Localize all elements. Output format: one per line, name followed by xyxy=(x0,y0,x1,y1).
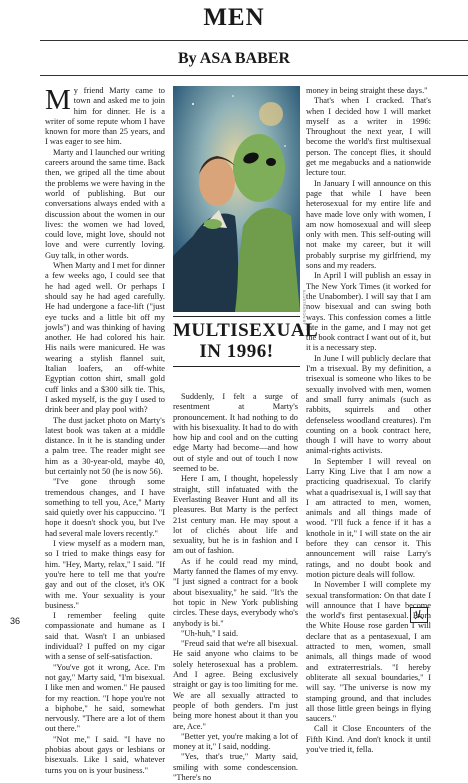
paragraph: In January I will announce on this page that while I have been heterosexual for my entire life and have made love only with women, I am now homosexual and will sleep only with men. This self-outing will not make my career, but it will probably surprise my girlfriend, my sons and my readers. xyxy=(306,178,431,271)
paragraph: "Yes, that's true," Marty said, smiling with some condescension. "There's no xyxy=(173,752,298,782)
alien-kiss-illustration xyxy=(173,86,300,312)
paragraph: As if he could read my mind, Marty fanned the flames of my envy. "I just signed a contract for a book about bisexuality," he said. "It's the hot topic in New York publishing circles. These days, everybody who's anybody is bi." xyxy=(173,556,298,628)
article-headline xyxy=(173,320,319,362)
paragraph: "Better yet, you're making a lot of money at it," I said, nodding. xyxy=(173,731,298,752)
section-title: MEN xyxy=(203,4,265,31)
headline-bottom-rule xyxy=(173,366,300,367)
paragraph: "Not me," I said. "I have no phobias about gays or lesbians or bisexuals. Like I said, whatever turns you on is your business." xyxy=(45,734,165,775)
paragraph: The dust jacket photo on Marty's latest book was taken at a middle distance. In it he is standing under a palm tree. The reader might see him as a 30-year-old, maybe 40, but certainly not 50 (he is now 56). xyxy=(45,415,165,476)
paragraph: Suddenly, I felt a surge of resentment at Marty's pronouncement. It had nothing to do with his bisexuality. It had to do with how hip and cool and on the cutting edge Marty had become—and how out of style and out of touch I now seemed to be. xyxy=(173,392,298,474)
illustration-art xyxy=(173,86,300,312)
paragraph: Call it Close Encounters of the Fifth Kind. And don't knock it until you've tried it, fella. xyxy=(306,724,431,754)
paragraph: When Marty and I met for dinner a few weeks ago, I could see that he had aged well. Or perhaps I should say he had aged carefully. He had undergone a face-lift ("just eye tucks and a little bit off my jowls") and was thinking of having another. He had colored his hair. His nails were manicured. He was wearing a stylish flannel suit, Italian loafers, an off-white Egyptian cotton shirt, small gold cuff links and a $300 silk tie. This, I asked myself, is the guy I used to drink beer and play pool with? xyxy=(45,261,165,415)
drop-cap: M xyxy=(45,84,71,116)
article-column-2 xyxy=(173,392,298,783)
paragraph: In November I will complete my sexual transformation: On that date I will announce that I have become the world's first pentasexual. From the White House rose garden I will declare that as a pentasexual, I am attracted to men, women, small animals, all things made of wood and extraterrestrials. "I hereby obliterate all sexual boundaries," I will say. "The universe is now my stamping ground, and that includes all those little green beings in flying saucers." xyxy=(306,580,431,724)
paragraph: I remember feeling quite compassionate and humane as I said that. Wasn't I an unbiased individual? I puffed on my cigar with a sense of self-satisfaction. xyxy=(45,611,165,662)
byline-rule xyxy=(40,75,468,76)
paragraph: Marty and I launched our writing careers around the same time. Back then, we griped all the time about the problems we were having in the world of publishing. But our conversations always ended with a discussion about the women in our lives: the women we had loved, could love, might love, should not love and were currently loving. Guy talk, in other words. xyxy=(45,147,165,260)
illustration-credit: ILLUSTRATION BY xyxy=(302,290,307,325)
paragraph: That's when I cracked. That's when I decided how I will market myself as a writer in 1996: Throughout the next year, I will become the world's first multisexual person. The concept flies, it should get me megabucks and a nationwide lecture tour. xyxy=(306,96,431,178)
page-number: 36 xyxy=(10,616,21,626)
paragraph: In April I will publish an essay in The New York Times (it worked for the Unabomber). I will say that I am now bisexual and can swing both ways. This confession comes a little late in the game, and I may not get the book contract I want out of it, but it is a necessary step. xyxy=(306,271,431,353)
paragraph: "You've got it wrong, Ace. I'm not gay," Marty said, "I'm bisexual. I like men and women." He paused for my reaction. "I hope you're not a biphobe," he said, somewhat nervously. "There are a lot of them out there." xyxy=(45,662,165,734)
paragraph: money in being straight these days." xyxy=(306,86,428,95)
paragraph: My friend Marty came to town and asked me to join him for dinner. He is a writer of some repute whom I have known for more than 25 years, and I was eager to see him. xyxy=(45,84,165,147)
paragraph: I view myself as a modern man, so I tried to make things easy for him. "Hey, Marty, relax," I said. "If you're here to tell me that you're gay and out of the closet, it's OK with me. Your sexuality is your business." xyxy=(45,539,165,610)
header-rule xyxy=(40,40,468,41)
article-column-1 xyxy=(45,86,165,776)
paragraph: Here I am, I thought, hopelessly straight, still infatuated with the Everlasting Beaver Hunt and all its pleasures. But Marty is the perfect 21st century man. He may spout a lot of clichés about life and sexuality, but he is in fashion and I am out of fashion. xyxy=(173,474,298,556)
headline-line-2: IN 1996! xyxy=(199,341,274,362)
paragraph: "Freud said that we're all bisexual. He said anyone who claims to be solely heterosexual has a problem. And I agree. Being exclusively straight or gay is too limiting for me. We are all sexually attracted to people of both genders. I'm just being more honest about it than you are, Ace." xyxy=(173,639,298,731)
paragraph: In September I will reveal on Larry King Live that I am now a practicing quadrisexual. To clarify what a quadrisexual is, I will say that I am attracted to men, women, animals and all things made of wood. "I'll fuck a fence if it has a knothole in it," I will state on the air before they can censor it. This announcement will raise Larry's ratings, and no doubt book and motion picture deals will follow. xyxy=(306,456,431,579)
byline: By ASA BABER xyxy=(177,50,291,67)
paragraph: In June I will publicly declare that I'm a trisexual. By my definition, a trisexual is someone who likes to be sexually involved with men, women and small furry animals (such as rabbits, squirrels and other defenseless woodland creatures). I'm counting on a book contract here, though I will have to worry about animal-rights activists. xyxy=(306,353,431,456)
end-mark-icon xyxy=(410,607,428,623)
paragraph: "Uh-huh," I said. xyxy=(181,628,239,638)
paragraph: "I've gone through some tremendous changes, and I have something to tell you, Ace," Marty said quietly over his cappuccino. "I hope it doesn't shock you, but I've had several male lovers recently." xyxy=(45,477,165,538)
article-column-3 xyxy=(306,86,431,755)
headline-top-rule xyxy=(173,316,300,317)
bunny-icon xyxy=(411,608,427,622)
headline-line-1: MULTISEXUAL xyxy=(173,320,319,341)
